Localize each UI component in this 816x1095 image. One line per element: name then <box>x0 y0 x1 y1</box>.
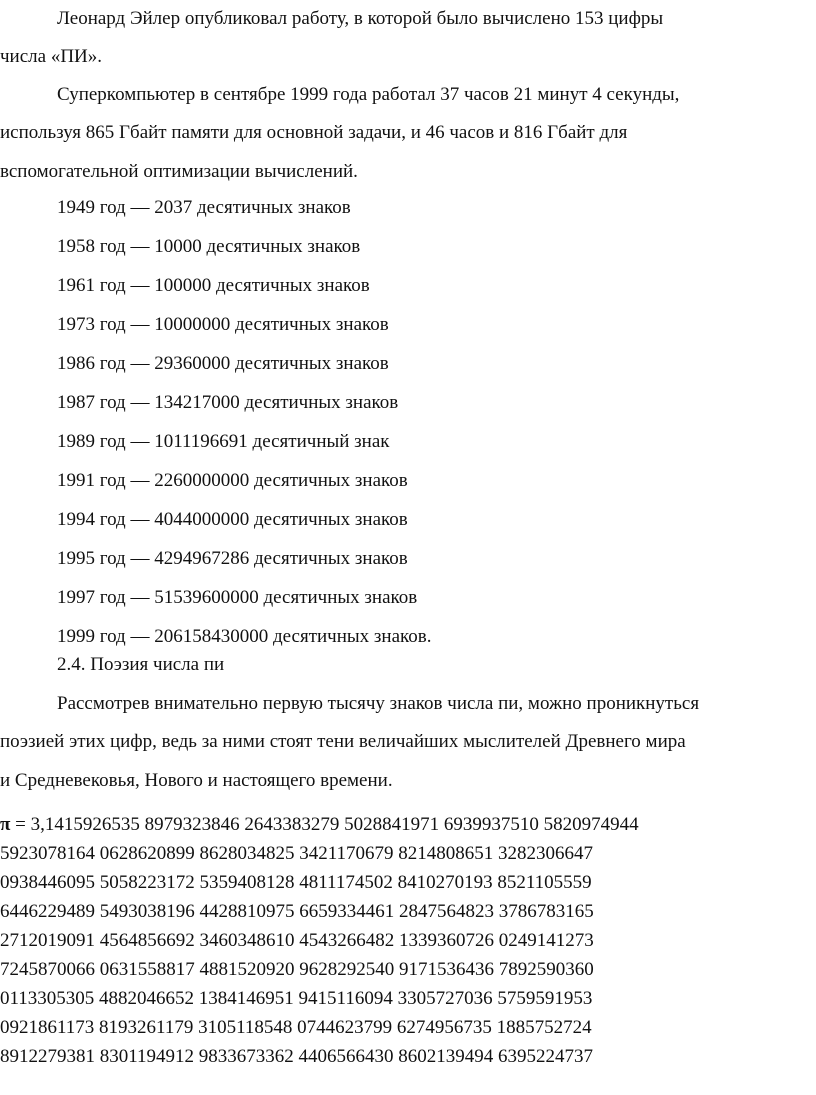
list-item <box>57 461 432 500</box>
list-item <box>57 188 432 227</box>
record-dash: — <box>130 470 150 491</box>
record-value: 10000000 десятичных знаков <box>154 314 389 335</box>
record-dash: — <box>130 626 150 647</box>
record-dash: — <box>130 353 150 374</box>
paragraph-supercomputer <box>0 76 816 191</box>
list-item <box>57 266 432 305</box>
pi-lead-digits: = 3,1415926535 8979323846 2643383279 5028841971 6939937510 5820974944 <box>10 814 639 835</box>
text-line: поэзией этих цифр, ведь за ними стоят тени величайших мыслителей Древнего мира <box>0 731 686 753</box>
text-line: числа «ПИ». <box>0 46 103 68</box>
pi-first-line <box>0 810 639 839</box>
list-item <box>57 539 432 578</box>
record-dash: — <box>130 509 150 530</box>
record-year: 1949 год <box>57 197 126 218</box>
list-item <box>57 227 432 266</box>
record-value: 10000 десятичных знаков <box>154 236 361 257</box>
record-value: 29360000 десятичных знаков <box>154 353 389 374</box>
text-line: Суперкомпьютер в сентябре 1999 года работал 37 часов 21 минут 4 секунды, <box>57 84 680 105</box>
record-year: 1958 год <box>57 236 126 257</box>
list-item <box>57 422 432 461</box>
record-dash: — <box>130 236 150 257</box>
pi-digit-line: 2712019091 4564856692 3460348610 4543266482 1339360726 0249141273 <box>0 930 594 951</box>
record-dash: — <box>130 587 150 608</box>
record-year: 1991 год <box>57 470 126 491</box>
record-year: 1987 год <box>57 392 126 413</box>
record-dash: — <box>130 392 150 413</box>
record-dash: — <box>130 548 150 569</box>
record-value: 1011196691 десятичный знак <box>154 431 390 452</box>
record-year: 1989 год <box>57 431 126 452</box>
list-item <box>57 578 432 617</box>
record-value: 2260000000 десятичных знаков <box>154 470 408 491</box>
record-year: 1999 год <box>57 626 126 647</box>
record-dash: — <box>130 275 150 296</box>
text-line: и Средневековья, Нового и настоящего времени. <box>0 769 393 791</box>
list-item <box>57 344 432 383</box>
text-line: используя 865 Гбайт памяти для основной задачи, и 46 часов и 816 Гбайт для <box>0 122 628 144</box>
list-item <box>57 305 432 344</box>
record-value: 4294967286 десятичных знаков <box>154 548 408 569</box>
text-line: вспомогательной оптимизации вычислений. <box>0 160 358 182</box>
pi-digit-line: 7245870066 0631558817 4881520920 9628292540 9171536436 7892590360 <box>0 959 594 980</box>
paragraph-euler <box>0 0 816 77</box>
pi-records-list <box>57 188 432 656</box>
record-dash: — <box>130 431 150 452</box>
record-year: 1994 год <box>57 509 126 530</box>
record-value: 134217000 десятичных знаков <box>154 392 399 413</box>
record-year: 1961 год <box>57 275 126 296</box>
record-year: 1995 год <box>57 548 126 569</box>
pi-digits-block <box>0 810 639 1071</box>
pi-digit-line: 0113305305 4882046652 1384146951 9415116094 3305727036 5759591953 <box>0 988 593 1009</box>
pi-digit-line: 0921861173 8193261179 3105118548 0744623799 6274956735 1885752724 <box>0 1017 592 1038</box>
list-item <box>57 383 432 422</box>
pi-digit-line: 5923078164 0628620899 8628034825 3421170679 8214808651 3282306647 <box>0 843 594 864</box>
text-line: Леонард Эйлер опубликовал работу, в которой было вычислено 153 цифры <box>57 8 664 29</box>
pi-digit-line: 0938446095 5058223172 5359408128 4811174502 8410270193 8521105559 <box>0 872 592 893</box>
record-value: 206158430000 десятичных знаков. <box>154 626 432 647</box>
record-dash: — <box>130 197 150 218</box>
record-value: 2037 десятичных знаков <box>154 197 351 218</box>
record-year: 1973 год <box>57 314 126 335</box>
pi-digit-line: 6446229489 5493038196 4428810975 6659334461 2847564823 3786783165 <box>0 901 594 922</box>
list-item <box>57 500 432 539</box>
record-value: 51539600000 десятичных знаков <box>154 587 418 608</box>
record-value: 100000 десятичных знаков <box>154 275 370 296</box>
record-year: 1997 год <box>57 587 126 608</box>
record-dash: — <box>130 314 150 335</box>
record-value: 4044000000 десятичных знаков <box>154 509 408 530</box>
pi-digit-line: 8912279381 8301194912 9833673362 4406566430 8602139494 6395224737 <box>0 1046 594 1067</box>
paragraph-poetry <box>0 685 816 800</box>
text-line: Рассмотрев внимательно первую тысячу знаков числа пи, можно проникнуться <box>57 693 700 714</box>
record-year: 1986 год <box>57 353 126 374</box>
pi-symbol: π <box>0 814 11 835</box>
section-heading: 2.4. Поэзия числа пи <box>57 654 225 675</box>
